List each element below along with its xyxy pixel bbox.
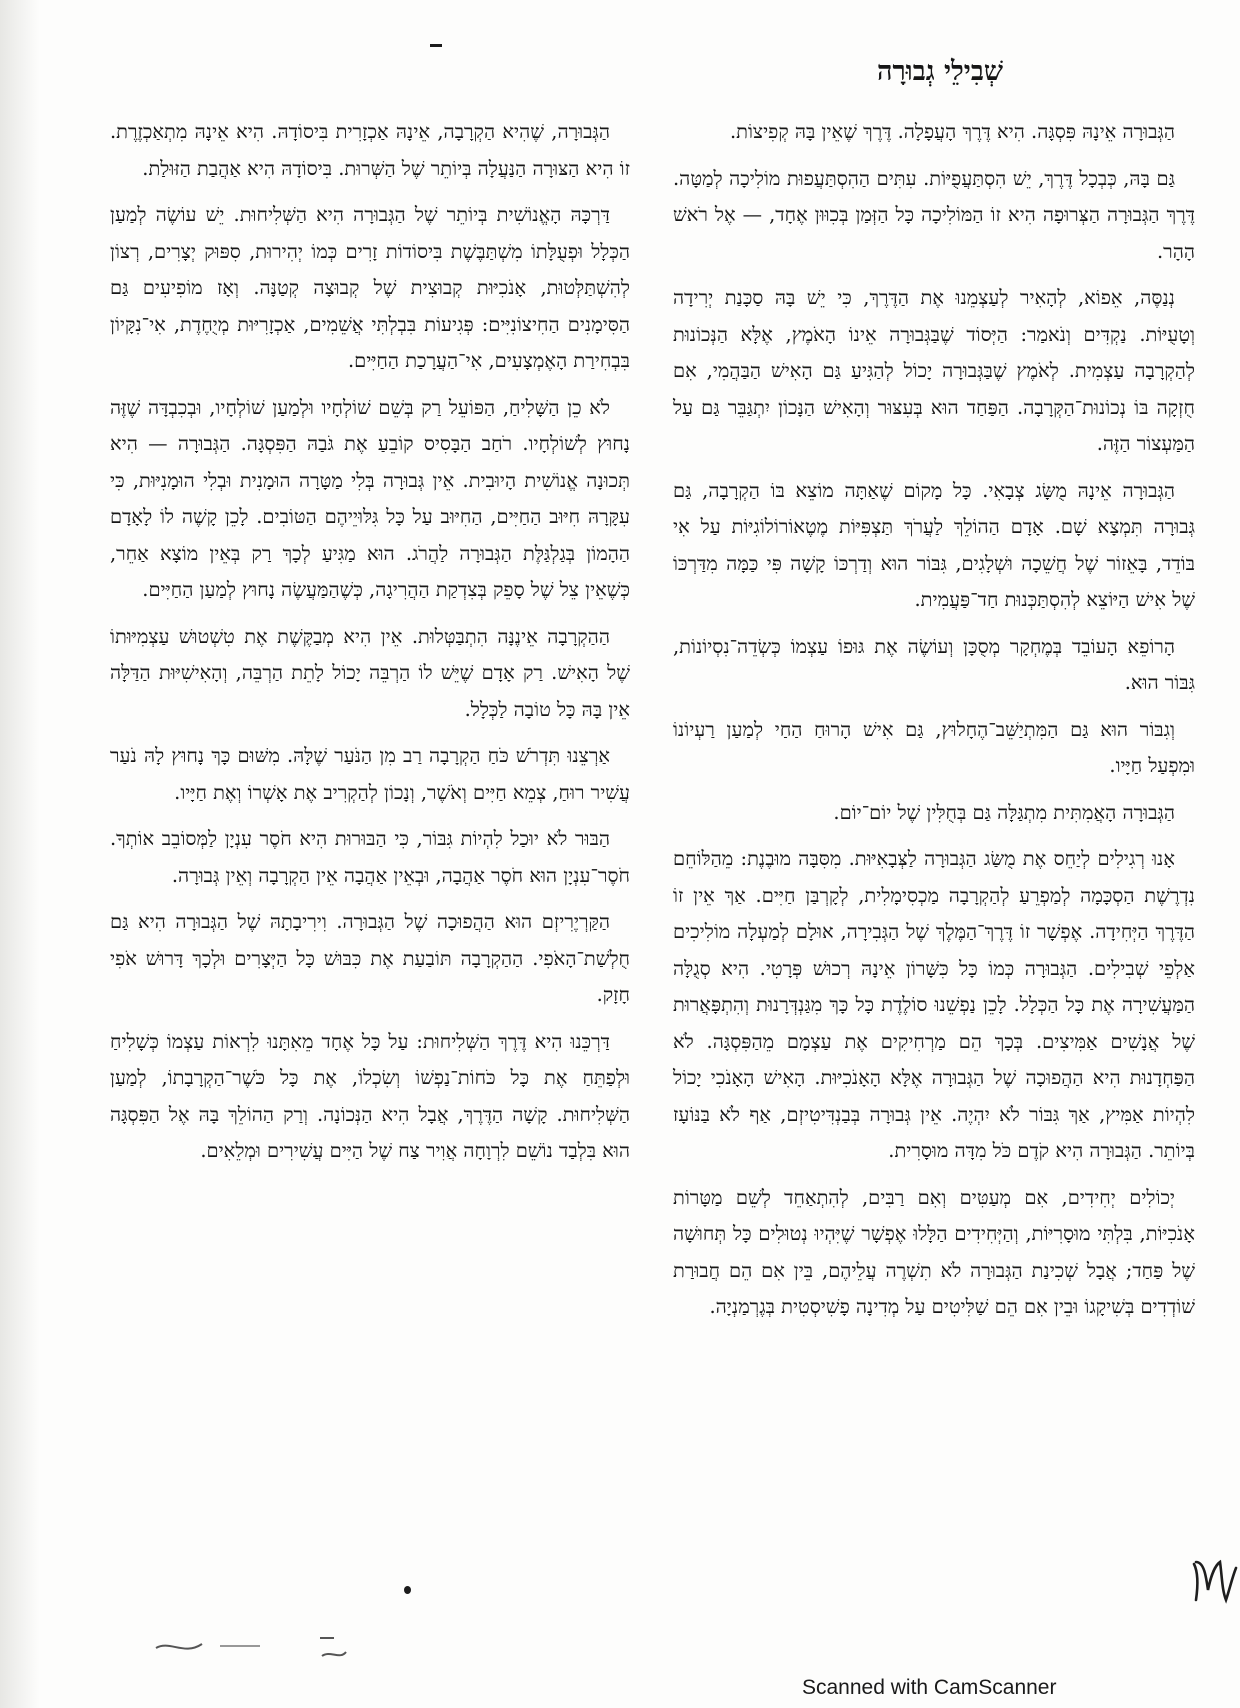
scan-edge-shadow (0, 0, 40, 1708)
paragraph: דַּרְכֵּנוּ הִיא דֶּרֶךְ הַשְּׁלִיחוּת: עַל כָּל אֶחָד מֵאִתָּנוּ לִרְאוֹת עַצְמוֹ כְּשָׁלִיחַ וּלְפַתֵּחַ אֶת כָּל כֹּחוֹת־נַפְשׁוֹ וְשִׂכְלוֹ, אֶת כָּל כֹּשֶׁר־הַקְרָבָתוֹ, לְמַעַן הַשְּׁלִיחוּת. קָשָׁה הַדֶּרֶךְ, אֲבָל הִיא הַנְּכוֹנָה. וְרַק הַהוֹלֵךְ בָּהּ אֶל הַפִּסְגָּה הוּא בִּלְבַד נוֹשֵׁם לִרְוָחָה אֲוִיר צַח שֶׁל הַיִּים עֲשִׁירִים וּמְלֵאִים. (110, 1029, 630, 1162)
document-title: שְׁבִילֵי גְבוּרָה (877, 56, 1003, 87)
scanner-watermark: Scanned with CamScanner (802, 1676, 1057, 1699)
paragraph: נְנַסֶּה, אֵפוֹא, לְהָאִיר לְעַצְמֵנוּ אֶת הַדֶּרֶךְ, כִּי יֵשׁ בָּהּ סַכָּנַת יְרִידָה וְטָעֻיּוֹת. נַקְדִּים וְנֹאמַר: הַיְּסוֹד שֶׁבַּגְּבוּרָה אֵינוֹ הָאֹמֶץ, אֶלָּא הַנְּכוֹנוּת לְהַקְרָבָה עַצְמִית. לְאֹמֶץ שֶׁבַּגְּבוּרָה יָכוֹל לְהַגִּיעַ גַּם הָאִישׁ הַבַּהֲמִי, אִם חֻזְקָה בּוֹ נְכוֹנוּת־הַקְּרָבָה. הַפַּחַד הוּא בְּעִצּוּר וְהָאִישׁ הַנָּכוֹן יִתְגַּבֵּר גַּם עַל הַמַּעְצוֹר הַזֶּה. (673, 286, 1195, 455)
paragraph: הַגְּבוּרָה, שֶׁהִיא הַקְרָבָה, אֵינָהּ אַכְזָרִית בִּיסוֹדָהּ. הִיא אֵינָהּ מִתְאַכְזֶרֶת. זוֹ הִיא הַצּוּרָה הַנַּעֲלָה בְּיוֹתֵר שֶׁל הַשְּׁרוּת. בִּיסוֹדָהּ הִיא אַהֲבַת הַזּוּלַת. (110, 120, 630, 180)
paragraph: הַקַּרְיֶרִיזְם הוּא הַהֲפוּכָה שֶׁל הַגְּבוּרָה. וִירִיבָתָהּ שֶׁל הַגְּבוּרָה הִיא גַּם חֻלְשַׁת־הָאֹפִי. הַהַקְרָבָה תּוֹבַעַת אֶת כִּבּוּשׁ כָּל הַיְּצָרִים וּלְכָךְ דָּרוּשׁ אֹפִי חָזָק. (110, 910, 630, 1006)
paragraph: הָרוֹפֵא הָעוֹבֵד בְּמֶחְקָר מְסֻכָּן וְעוֹשֶׂה אֶת גּוּפוֹ עַצְמוֹ כְּשְׂדֵה־נִסְיוֹנוֹת, גִּבּוֹר הוּא. (673, 634, 1195, 694)
handwritten-margin-mark (1188, 1542, 1240, 1622)
paragraph: יְכוֹלִים יְחִידִים, אִם מְעַטִּים וְאִם רַבִּים, לְהִתְאַחֵד לְשֵׁם מַטָּרוֹת אָנֹכִיּוֹת, בִּלְתִּי מוּסָרִיּוֹת, וְהַיְּחִידִים הַלָּלוּ אֶפְשָׁר שֶׁיִּהְיוּ נְטוּלִים כָּל תְּחוּשָׁה שֶׁל פַּחַד; אֲבָל שְׁכִינַת הַגְּבוּרָה לֹא תִשְׁרֶה עֲלֵיהֶם, בֵּין אִם הֵם חֲבוּרַת שׁוֹדְדִים בְּשִׁיקָגוֹ וּבֵין אִם הֵם שַׁלִּיטִים עַל מְדִינָה פָשִׁיסְטִית בְּגֶרְמַנְיָה. (673, 1185, 1195, 1318)
ink-dot (404, 1586, 411, 1594)
paragraph: הַגְּבוּרָה הָאֲמִתִּית מִתְגַּלָּה גַּם בְּחֻלִּין שֶׁל יוֹם־יוֹם. (833, 800, 1175, 824)
left-column (110, 114, 630, 1180)
paragraph: גַּם בָּהּ, כְּבְכָל דֶּרֶךְ, יֵשׁ הִסְתַּעֲפֻיּוֹת. עִתִּים הַהִסְתַּעֲפוּת מוֹלִיכָה לְמַטָּה. דֶּרֶךְ הַגְּבוּרָה הַצְּרוּפָה הִיא זוֹ הַמּוֹלִיכָה כָּל הַזְּמַן בְּכִוּוּן אֶחָד, — אֶל רֹאשׁ הָהָר. (673, 166, 1195, 263)
right-column (673, 114, 1195, 1336)
paragraph: לֹא כֵן הַשָּׁלִיחַ, הַפּוֹעֵל רַק בְּשֵׁם שׁוֹלְחָיו וּלְמַעַן שׁוֹלְחָיו, וּבְכִבְדָּה שֶׁזֶּה נָחוּץ לְשׁוֹלְחָיו. רֹחַב הַבָּסִיס קוֹבֵעַ אֶת גֹּבַהּ הַפִּסְגָּה. הַגְּבוּרָה — הִיא תְּכוּנָה אֱנוֹשִׁית הָיוּבִית. אֵין גְּבוּרָה בְּלִי מַטָּרָה הוּמָנִית וּבְלִי הוּמָנִיּוּת, כִּי עִקָּרָהּ חִיּוּב הַחַיִּים, הַחִיּוּב עַל כָּל גִּלּוּיֵיהֶם הַטּוֹבִים. לָכֵן קָשֶׁה לוֹ לָאָדָם הַהָמוֹן בְּגַלְגַּלֶּת הַגְּבוּרָה לַהֲרֹג. הוּא מַגִּיעַ לְכָךְ רַק בְּאֵין מוֹצָא אַחֵר, כְּשֶׁאֵין צֵל שֶׁל סָפֵק בְּצִדְקַת הַהֲרִיגָה, כְּשֶׁהַמַּעֲשֶׂה נָחוּץ לְמַעַן הַחַיִּים. (110, 395, 630, 601)
paragraph: דַּרְכָּהּ הָאֱנוֹשִׁית בְּיוֹתֵר שֶׁל הַגְּבוּרָה הִיא הַשְּׁלִיחוּת. יֵשׁ עוֹשֶׂה לְמַעַן הַכְּלָל וּפְעֻלָּתוֹ מִשְׁתַּבֶּשֶׁת בִּיסוֹדוֹת זָרִים כְּמוֹ יְהִירוּת, סִפּוּק יְצָרִים, רְצוֹן לְהִשְׁתַּלְּטוּת, אָנֹכִיּוּת קְבוּצִית שֶׁל קְבוּצָה קְטַנָּה. וְאָז מוֹפִיעִים גַּם הַסִּימָנִים הַחִיצוֹנִיִּים: פְּגִיעוֹת בִּבְלְתִּי אֲשֵׁמִים, אַכְזָרִיּוּת מְיֻחֶדֶת, אִי־נִקָּיוֹן בִּבְחִירַת הָאֶמְצָעִים, אִי־הַעֲרָכַת הַחַיִּים. (110, 203, 630, 372)
paragraph: הַגְּבוּרָה אֵינָהּ מֻשָּׂג צְבָאִי. כָּל מָקוֹם שֶׁאַתָּה מוֹצֵא בּוֹ הַקְרָבָה, גַּם גְּבוּרָה תִּמְצָא שָׁם. אָדָם הַהוֹלֵךְ לַעֲרֹךְ תַּצְפִּיּוֹת מֶטֶאוֹרוֹלוֹגִיּוֹת עַל אִי בּוֹדֵד, בָּאֵזוֹר שֶׁל חֲשֵׁכָה וּשְׁלָגִים, גִּבּוֹר הוּא וְדַרְכּוֹ קָשָׁה פִּי כַּמָּה מִדַּרְכּוֹ שֶׁל אִישׁ הַיּוֹצֵא לְהִסְתַּכְּנוּת חַד־פַּעֲמִית. (673, 478, 1195, 611)
faint-bottom-marks (150, 1630, 370, 1670)
paragraph: אָנוּ רְגִילִים לְיַחֵס אֶת מֻשַּׂג הַגְּבוּרָה לַצְּבָאִיּוּת. מִסִּבָּה מוּבֶנֶת: מֵהַלּוֹחֵם נִדְרֶשֶׁת הַסְכָּמָה לְמַפְרֵעַ לְהַקְרָבָה מַכְסִימָלִית, לְקָרְבַּן חַיִּים. אַךְ אֵין זוֹ הַדֶּרֶךְ הַיְּחִידָה. אֶפְשָׁר זוֹ דֶּרֶךְ־הַמֶּלֶךְ שֶׁל הַגְּבִירָה, אוּלָם לְמַעְלָה מוֹלִיכִים אַלְפֵי שְׁבִילִים. הַגְּבוּרָה כְּמוֹ כָּל כִּשָּׁרוֹן אֵינָהּ רְכוּשׁ פְּרָטִי. הִיא סְגֻלָּה הַמַּעֲשִׁירָה אֶת כָּל הַכְּלָל. לָכֵן נַפְשֵׁנוּ סוֹלֶדֶת כָּל כָּךְ מִגַּנְדְּרָנוּת וְהִתְפָּאֲרוּת שֶׁל אֲנָשִׁים אַמִּיצִים. בְּכָךְ הֵם מַרְחִיקִים אֶת עַצְמָם מֵהַפִּסְגָּה. לֹא הַפַּחְדָנוּת הִיא הַהֲפוּכָה שֶׁל הַגְּבוּרָה אֶלָּא הָאָנֹכִיּוּת. הָאִישׁ הָאָנֹכִי יָכוֹל לִהְיוֹת אַמִּיץ, אַךְ גִּבּוֹר לֹא יִהְיֶה. אֵין גְּבוּרָה בְּבַנְדִּיטִיזְם, אַף לֹא בַּנּוֹעָז בְּיוֹתֵר. הַגְּבוּרָה הִיא קֹדֶם כֹּל מִדָּה מוּסָרִית. (673, 847, 1195, 1162)
stray-ink-mark (430, 44, 442, 47)
paragraph: וְגִבּוֹר הוּא גַּם הַמִּתְיַשֵּׁב־הֶחָלוּץ, גַּם אִישׁ הָרוּחַ הַחַי לְמַעַן רַעְיוֹנוֹ וּמִפְעַל חַיָּיו. (673, 717, 1195, 777)
paragraph: הַבּוּר לֹא יוּכַל לִהְיוֹת גִּבּוֹר, כִּי הַבּוּרוּת הִיא חֹסֶר עִנְיָן לַמְּסוֹבֵב אוֹתְךָ. חֹסֶר־עִנְיָן הוּא חֹסֶר אַהֲבָה, וּבְאֵין אַהֲבָה אֵין הַקְרָבָה וְאֵין גְּבוּרָה. (110, 827, 630, 887)
paragraph: אַרְצֵנוּ תִּדְרֹשׁ כֹּחַ הַקְרָבָה רַב מִן הַנֹּעַר שֶׁלָּהּ. מִשּׁוּם כָּךְ נָחוּץ לָהּ נֹעַר עֲשִׁיר רוּחַ, צְמֵא חַיִּים וְאֹשֶׁר, וְנָכוֹן לְהַקְרִיב אֶת אָשְׁרוֹ וְאֶת חַיָּיו. (110, 744, 630, 804)
paragraph: הַהַקְרָבָה אֵינֶנָּה הִתְבַּטְּלוּת. אֵין הִיא מְבַקֶּשֶׁת אֶת טִשְׁטוּשׁ עַצְמִיּוּתוֹ שֶׁל הָאִישׁ. רַק אָדָם שֶׁיֵּשׁ לוֹ הַרְבֵּה יָכוֹל לָתֵת הַרְבֵּה, וְהָאִישִׁיּוּת הַדַּלָּה אֵין בָּהּ כָּל טוֹבָה לַכְּלָל. (110, 624, 630, 721)
paragraph: הַגְּבוּרָה אֵינָהּ פִּסְגָּה. הִיא דֶּרֶךְ הָעֲפָלָה. דֶּרֶךְ שֶׁאֵין בָּהּ קְפִיצוֹת. (729, 120, 1175, 143)
